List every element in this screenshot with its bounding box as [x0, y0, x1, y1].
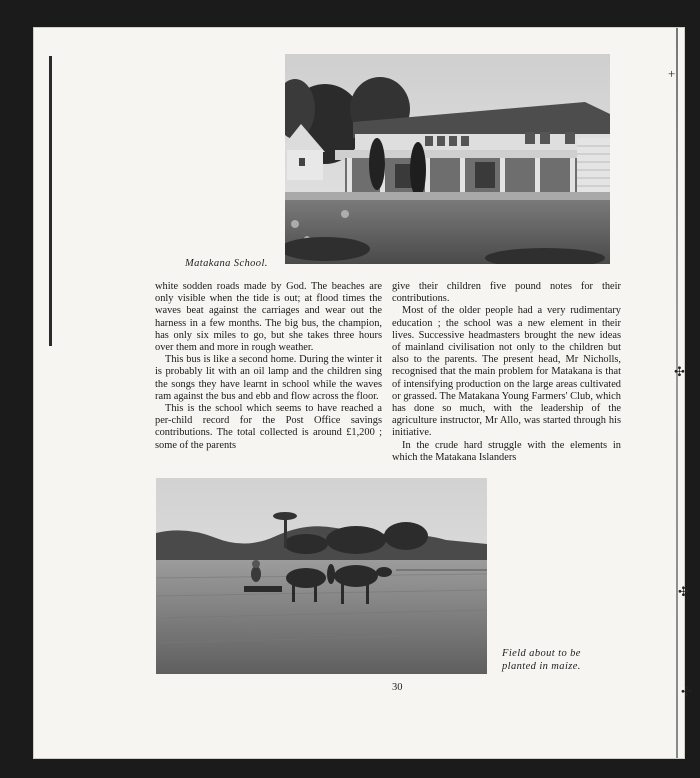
binding-mark: ✣	[674, 364, 685, 379]
binding-mark: ✣	[681, 684, 692, 699]
right-column	[392, 281, 621, 464]
binding-mark: ✣	[678, 584, 689, 599]
paragraph: Most of the older people had a very rudimentary education ; the school was a new element in their lives. Successive headmasters brought the new ideas of mainland civilisation not only to the children but also to the parents. The present head, Mr Nicholls, recognised that the main problem for Matakana is that of intensifying production on the large areas cultivated or grassed. The Matakana Young Farmers' Club, which has done so much, with the leadership of the agriculture instructor, Mr Allo, was started through his initiative.	[392, 305, 621, 439]
field-photo	[156, 478, 487, 674]
left-column	[155, 281, 382, 452]
paragraph: In the crude hard struggle with the elements in which the Matakana Islanders	[392, 439, 621, 463]
top-photo-caption: Matakana School.	[185, 258, 268, 269]
page-number: 30	[392, 682, 403, 693]
paragraph: give their children five pound notes for their contributions.	[392, 281, 621, 305]
binding-line	[49, 56, 52, 346]
paragraph: This is the school which seems to have reached a per-child record for the Post Office savings contributions. The total collected is around £1,200 ; some of the parents	[155, 403, 382, 451]
school-photo	[285, 54, 610, 264]
paragraph: This bus is like a second home. During the winter it is probably lit with an oil lamp and the children sing the songs they have learnt in school while the waves ram against the bus and ebb and flow across the floor.	[155, 354, 382, 402]
paragraph: white sodden roads made by God. The beaches are only visible when the tide is out; at flood times the waves beat against the carriages and wear out the harness in a few months. The big bus, the champion, has only six miles to go, but she takes three hours over them and more in rough weather.	[155, 281, 382, 354]
page-edge	[676, 28, 678, 758]
binding-mark: +	[668, 66, 676, 81]
bottom-photo-caption: Field about to be planted in maize.	[502, 648, 581, 672]
